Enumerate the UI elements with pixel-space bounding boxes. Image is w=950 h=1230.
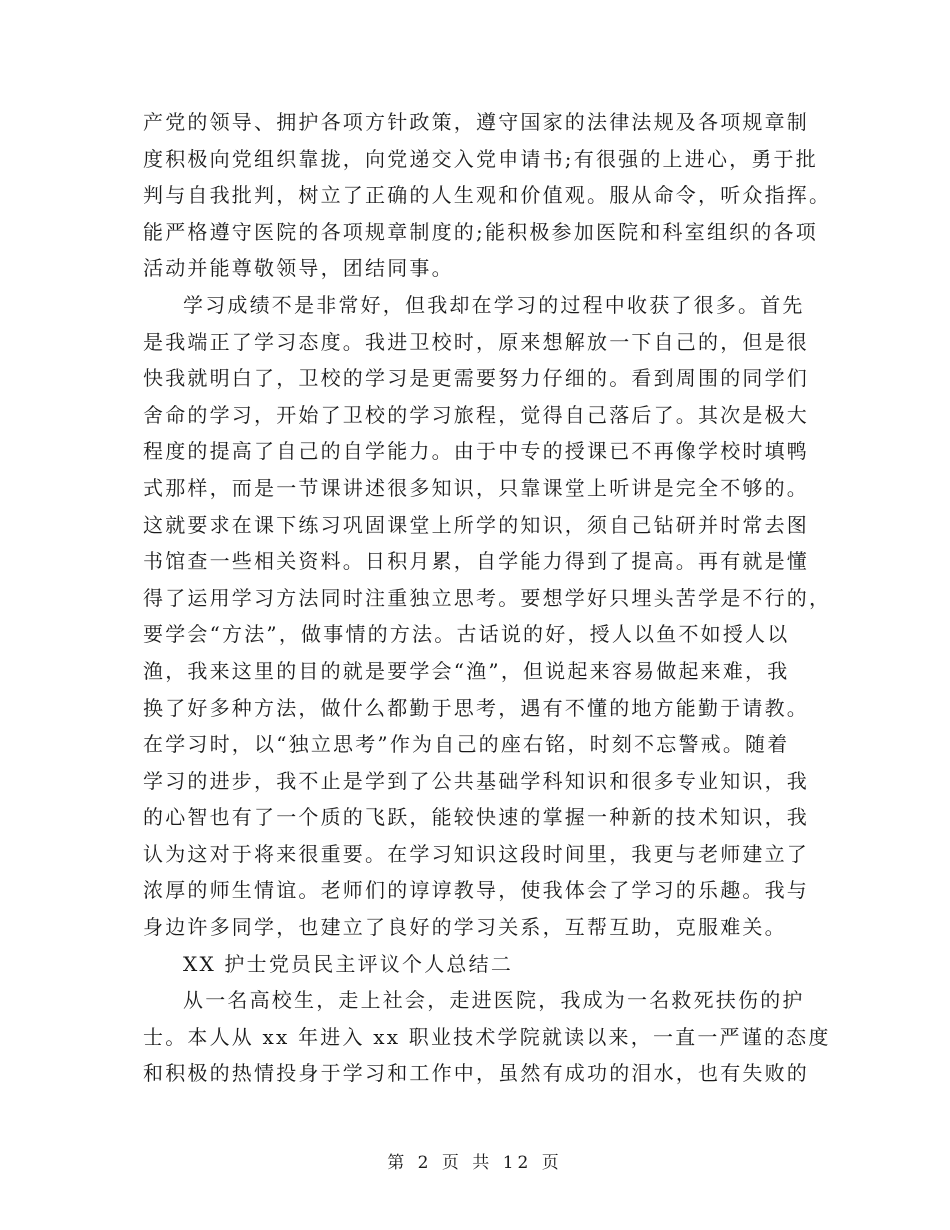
text-line: 从一名高校生，走上社会，走进医院，我成为一名救死扶伤的护 (183, 988, 805, 1013)
text-line: 和积极的热情投身于学习和工作中，虽然有成功的泪水，也有失败的 (143, 1061, 809, 1086)
text-line: 产党的领导、拥护各项方针政策，遵守国家的法律法规及各项规章制 (143, 110, 809, 134)
text-line: 书馆查一些相关资料。日积月累，自学能力得到了提高。再有就是懂 (143, 549, 809, 574)
text-line: 这就要求在课下练习巩固课堂上所学的知识，须自己钻研并时常去图 (143, 512, 809, 537)
text-line: 式那样，而是一节课讲述很多知识，只靠课堂上听讲是完全不够的。 (143, 475, 809, 500)
text-line: 身边许多同学，也建立了良好的学习关系，互帮互助，克服难关。 (143, 915, 787, 940)
page-number-footer: 第 2 页 共 12 页 (387, 1153, 563, 1173)
text-line: 士。本人从 xx 年进入 xx 职业技术学院就读以来，一直一严谨的态度 (143, 1024, 831, 1049)
text-line: 舍命的学习，开始了卫校的学习旅程，觉得自己落后了。其次是极大 (143, 402, 809, 427)
text-line: 学习成绩不是非常好，但我却在学习的过程中收获了很多。首先 (183, 292, 805, 317)
text-line: 活动并能尊敬领导，团结同事。 (143, 256, 454, 281)
document-body (143, 104, 832, 1092)
text-line: 在学习时，以“独立思考”作为自己的座右铭，时刻不忘警戒。随着 (143, 732, 790, 757)
text-line: 浓厚的师生情谊。老师们的谆谆教导，使我体会了学习的乐趣。我与 (143, 878, 809, 903)
text-line: 能严格遵守医院的各项规章制度的;能积极参加医院和科室组织的各项 (143, 219, 818, 244)
text-line: 要学会“方法”，做事情的方法。古话说的好，授人以鱼不如授人以 (143, 622, 790, 647)
text-line: 是我端正了学习态度。我进卫校时，原来想解放一下自己的，但是很 (143, 329, 809, 354)
text-line: 的心智也有了一个质的飞跃，能较快速的掌握一种新的技术知识，我 (143, 805, 809, 830)
text-line: 程度的提高了自己的自学能力。由于中专的授课已不再像学校时填鸭 (143, 439, 809, 464)
text-line: 得了运用学习方法同时注重独立思考。要想学好只埋头苦学是不行的， (143, 585, 832, 610)
text-line: 判与自我批判，树立了正确的人生观和价值观。服从命令，听众指挥。 (143, 183, 832, 208)
text-line: 渔，我来这里的目的就是要学会“渔”，但说起来容易做起来难，我 (143, 658, 790, 683)
text-line: 认为这对于将来很重要。在学习知识这段时间里，我更与老师建立了 (143, 841, 809, 866)
text-line: 换了好多种方法，做什么都勤于思考，遇有不懂的地方能勤于请教。 (143, 695, 809, 720)
text-line: XX 护士党员民主评议个人总结二 (183, 951, 514, 976)
text-line: 快我就明白了，卫校的学习是更需要努力仔细的。看到周围的同学们 (143, 366, 809, 391)
text-line: 学习的进步，我不止是学到了公共基础学科知识和很多专业知识，我 (143, 768, 809, 793)
text-line: 度积极向党组织靠拢，向党递交入党申请书;有很强的上进心，勇于批 (143, 146, 818, 171)
